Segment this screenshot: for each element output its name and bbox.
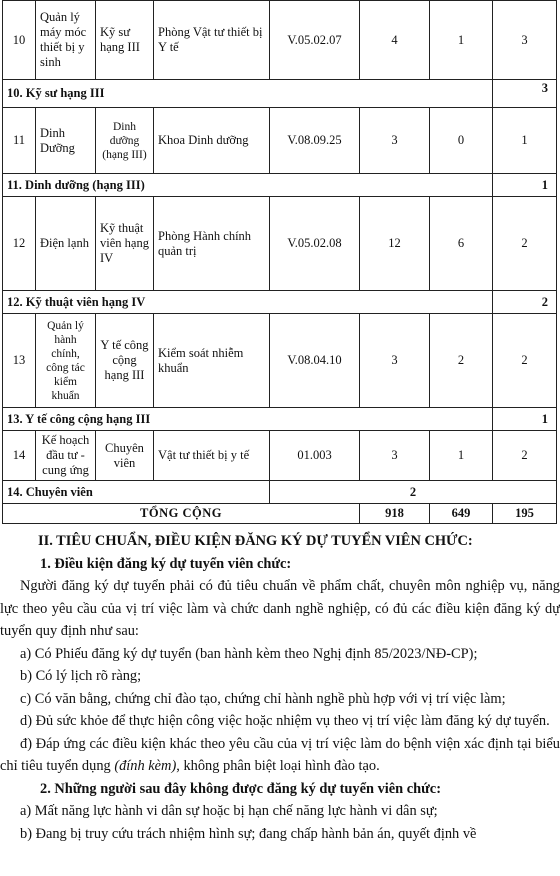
value-cell: 2 [493,314,557,408]
section-row [3,291,557,314]
title-cell: Dinh dưỡng (hạng III) [96,108,154,174]
value-cell: 0 [430,108,493,174]
paragraph: c) Có văn bằng, chứng chỉ đào tạo, chứng chỉ hành nghề phù hợp với vị trí việc làm; [20,690,506,707]
table-row [3,314,557,408]
value-cell: 3 [360,108,430,174]
value-cell: 1 [430,431,493,481]
paragraph: b) Đang bị truy cứu trách nhiệm hình sự; đang chấp hành bản án, quyết định về [20,825,477,842]
position-cell: Quản lý hành chính, công tác kiểm khuẩn [36,314,96,408]
code-cell: V.08.09.25 [270,108,360,174]
paragraph [0,733,560,778]
code-cell: 01.003 [270,431,360,481]
section-row [3,174,557,197]
section-total: 1 [493,174,557,197]
unit-cell: Khoa Dinh dưỡng [154,108,270,174]
position-cell: Kế hoạch đầu tư - cung ứng [36,431,96,481]
italic-note: (đính kèm) [114,758,177,774]
body-text [0,530,560,845]
stt-cell: 11 [3,108,36,174]
code-cell: V.08.04.10 [270,314,360,408]
value-cell: 1 [493,108,557,174]
value-cell: 1 [430,1,493,80]
paragraph: d) Đủ sức khỏe để thực hiện công việc hoặc nhiệm vụ theo vị trí việc làm đăng ký dự tuyển. [20,713,550,729]
unit-cell: Phòng Hành chính quản trị [154,197,270,291]
unit-cell: Phòng Vật tư thiết bị Y tế [154,1,270,80]
paragraph: Người đăng ký dự tuyển phải có đủ tiêu chuẩn về phẩm chất, chuyên môn nghiệp vụ, năng lực theo yêu cầu của vị trí việc làm và chức danh nghề nghiệp, có đủ các điều kiện đăng ký dự tuyển quy định như sau: [0,578,560,639]
value-cell: 2 [430,314,493,408]
value-cell: 2 [493,197,557,291]
paragraph: b) Có lý lịch rõ ràng; [20,668,142,684]
section-label: 14. Chuyên viên [3,481,270,504]
stt-cell: 12 [3,197,36,291]
section-label: 13. Y tế công cộng hạng III [3,408,493,431]
total-row [3,504,557,524]
table-row [3,197,557,291]
code-cell: V.05.02.07 [270,1,360,80]
section-label: 10. Kỹ sư hạng III [3,80,493,108]
value-cell: 3 [360,314,430,408]
total-value: 195 [493,504,557,524]
unit-cell: Kiểm soát nhiễm khuẩn [154,314,270,408]
total-value: 649 [430,504,493,524]
total-value: 918 [360,504,430,524]
section-row [3,408,557,431]
paragraph-text: đ) Đáp ứng các điều kiện khác theo yêu cầu của vị trí việc làm do bệnh viện xác định tại biểu chỉ tiêu tuyển dụng [0,735,560,774]
section-label: 11. Dinh dưỡng (hạng III) [3,174,493,197]
section-total: 3 [493,80,557,108]
stt-cell: 10 [3,1,36,80]
table-row [3,108,557,174]
total-label: TỔNG CỘNG [3,504,360,524]
section-row [3,481,557,504]
paragraph: a) Mất năng lực hành vi dân sự hoặc bị hạn chế năng lực hành vi dân sự; [20,803,438,819]
paragraph: a) Có Phiếu đăng ký dự tuyển (ban hành kèm theo Nghị định 85/2023/NĐ-CP); [20,645,478,662]
value-cell: 6 [430,197,493,291]
code-cell: V.05.02.08 [270,197,360,291]
stt-cell: 13 [3,314,36,408]
position-cell: Điện lạnh [36,197,96,291]
section-heading: II. TIÊU CHUẨN, ĐIỀU KIỆN ĐĂNG KÝ DỰ TUYỂN VIÊN CHỨC: [38,533,473,549]
table-row [3,431,557,481]
subsection-heading: 2. Những người sau đây không được đăng ký dự tuyển viên chức: [40,780,441,797]
paragraph-text: , không phân biệt loại hình đào tạo. [176,758,380,774]
position-cell: Quản lý máy móc thiết bị y sinh [36,1,96,80]
section-label: 12. Kỹ thuật viên hạng IV [3,291,493,314]
table-row [3,1,557,80]
value-cell: 3 [493,1,557,80]
unit-cell: Vật tư thiết bị y tế [154,431,270,481]
section-total: 2 [493,291,557,314]
title-cell: Y tế công cộng hạng III [96,314,154,408]
value-cell: 2 [493,431,557,481]
section-total: 1 [493,408,557,431]
value-cell: 4 [360,1,430,80]
subsection-heading: 1. Điều kiện đăng ký dự tuyển viên chức: [40,555,292,572]
section-row [3,80,557,108]
stt-cell: 14 [3,431,36,481]
title-cell: Kỹ thuật viên hạng IV [96,197,154,291]
recruitment-table [2,0,557,524]
section-total: 2 [270,481,557,504]
value-cell: 3 [360,431,430,481]
position-cell: Dinh Dưỡng [36,108,96,174]
title-cell: Kỹ sư hạng III [96,1,154,80]
title-cell: Chuyên viên [96,431,154,481]
value-cell: 12 [360,197,430,291]
